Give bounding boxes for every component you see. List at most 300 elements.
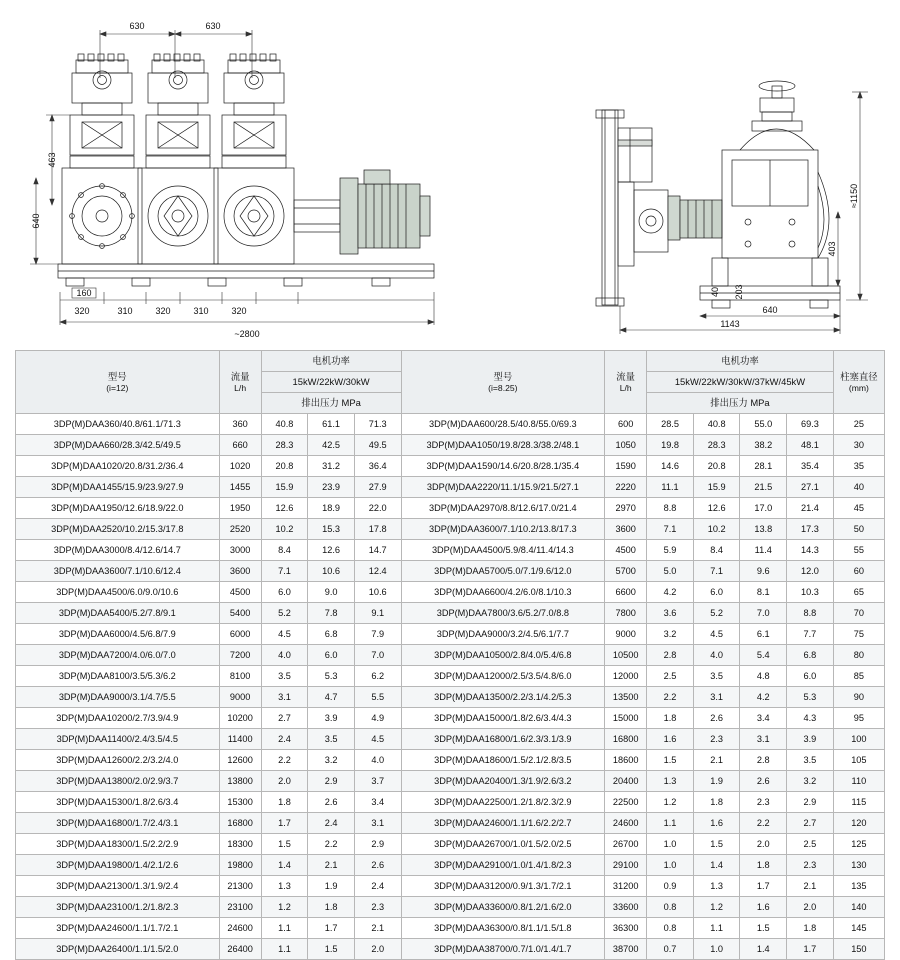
table-row [16, 603, 885, 624]
cell-pressure-left-3: 12.4 [354, 561, 401, 582]
cell-plunger-diameter: 50 [833, 519, 884, 540]
cell-model-right: 3DP(M)DAA38700/0.7/1.0/1.4/1.7 [401, 939, 605, 960]
cell-flow-right: 24600 [605, 813, 647, 834]
cell-model-left: 3DP(M)DAA23100/1.2/1.8/2.3 [16, 897, 220, 918]
cell-model-left: 3DP(M)DAA1020/20.8/31.2/36.4 [16, 456, 220, 477]
cell-model-right: 3DP(M)DAA2220/11.1/15.9/21.5/27.1 [401, 477, 605, 498]
cell-model-right: 3DP(M)DAA33600/0.8/1.2/1.6/2.0 [401, 897, 605, 918]
cell-pressure-left-1: 40.8 [261, 414, 308, 435]
cell-pressure-left-2: 3.5 [308, 729, 355, 750]
cell-pressure-right-2: 1.9 [693, 771, 740, 792]
dim-base-320-2: 320 [155, 306, 171, 316]
header-model-right-ratio: (i=8.25) [488, 382, 518, 393]
cell-model-left: 3DP(M)DAA9000/3.1/4.7/5.5 [16, 687, 220, 708]
cell-pressure-left-1: 20.8 [261, 456, 308, 477]
header-plunger-title: 柱塞直径 [840, 370, 878, 382]
cell-model-left: 3DP(M)DAA16800/1.7/2.4/3.1 [16, 813, 220, 834]
table-row [16, 834, 885, 855]
cell-pressure-left-3: 7.9 [354, 624, 401, 645]
table-row [16, 792, 885, 813]
cell-plunger-diameter: 130 [833, 855, 884, 876]
cell-pressure-left-2: 12.6 [308, 540, 355, 561]
dim-base-length: 1143 [720, 319, 740, 329]
cell-pressure-right-2: 2.6 [693, 708, 740, 729]
table-row [16, 897, 885, 918]
cell-model-right: 3DP(M)DAA10500/2.8/4.0/5.4/6.8 [401, 645, 605, 666]
cell-pressure-right-3: 55.0 [740, 414, 787, 435]
cell-pressure-right-1: 2.5 [647, 666, 694, 687]
cell-pressure-right-4: 3.9 [787, 729, 834, 750]
cell-pressure-right-4: 2.1 [787, 876, 834, 897]
cell-flow-right: 22500 [605, 792, 647, 813]
header-flow-left-unit: L/h [234, 382, 247, 393]
cell-pressure-right-2: 1.6 [693, 813, 740, 834]
cell-pressure-left-3: 2.1 [354, 918, 401, 939]
dim-width-640: 640 [762, 305, 778, 315]
header-flow-left [219, 351, 261, 414]
specification-table [15, 350, 885, 960]
cell-pressure-left-1: 2.7 [261, 708, 308, 729]
cell-pressure-left-3: 2.0 [354, 939, 401, 960]
cell-plunger-diameter: 125 [833, 834, 884, 855]
cell-model-right: 3DP(M)DAA20400/1.3/1.9/2.6/3.2 [401, 771, 605, 792]
cell-plunger-diameter: 85 [833, 666, 884, 687]
cell-pressure-right-3: 17.0 [740, 498, 787, 519]
cell-pressure-left-3: 6.2 [354, 666, 401, 687]
cell-pressure-left-1: 4.0 [261, 645, 308, 666]
cell-pressure-right-1: 1.8 [647, 708, 694, 729]
cell-plunger-diameter: 150 [833, 939, 884, 960]
cell-flow-right: 1590 [605, 456, 647, 477]
cell-model-left: 3DP(M)DAA10200/2.7/3.9/4.9 [16, 708, 220, 729]
cell-flow-left: 23100 [219, 897, 261, 918]
cell-flow-right: 1050 [605, 435, 647, 456]
cell-model-left: 3DP(M)DAA360/40.8/61.1/71.3 [16, 414, 220, 435]
cell-plunger-diameter: 105 [833, 750, 884, 771]
cell-pressure-right-1: 0.8 [647, 918, 694, 939]
cell-flow-right: 4500 [605, 540, 647, 561]
cell-pressure-right-3: 7.0 [740, 603, 787, 624]
cell-pressure-right-3: 11.4 [740, 540, 787, 561]
cell-plunger-diameter: 120 [833, 813, 884, 834]
cell-pressure-left-3: 27.9 [354, 477, 401, 498]
table-row [16, 456, 885, 477]
cell-model-right: 3DP(M)DAA4500/5.9/8.4/11.4/14.3 [401, 540, 605, 561]
cell-pressure-right-2: 28.3 [693, 435, 740, 456]
dim-offset-203: 203 [734, 284, 744, 300]
cell-flow-left: 7200 [219, 645, 261, 666]
cell-pressure-right-2: 3.1 [693, 687, 740, 708]
dim-base-160: 160 [76, 288, 92, 298]
cell-pressure-left-2: 42.5 [308, 435, 355, 456]
cell-pressure-right-1: 1.3 [647, 771, 694, 792]
cell-flow-left: 8100 [219, 666, 261, 687]
cell-pressure-left-2: 2.2 [308, 834, 355, 855]
cell-flow-left: 3600 [219, 561, 261, 582]
cell-flow-left: 13800 [219, 771, 261, 792]
cell-pressure-right-3: 4.2 [740, 687, 787, 708]
header-flow-left-title: 流量 [230, 370, 250, 382]
cell-model-left: 3DP(M)DAA1950/12.6/18.9/22.0 [16, 498, 220, 519]
table-row [16, 624, 885, 645]
cell-pressure-left-1: 1.1 [261, 918, 308, 939]
cell-pressure-left-2: 1.7 [308, 918, 355, 939]
header-discharge-right: 排出压力 MPa [647, 393, 834, 414]
cell-model-right: 3DP(M)DAA5700/5.0/7.1/9.6/12.0 [401, 561, 605, 582]
dim-height-640: 640 [31, 213, 41, 229]
cell-pressure-right-1: 1.0 [647, 834, 694, 855]
cell-pressure-right-4: 4.3 [787, 708, 834, 729]
cell-pressure-left-2: 2.6 [308, 792, 355, 813]
cell-flow-left: 1950 [219, 498, 261, 519]
cell-pressure-left-3: 3.7 [354, 771, 401, 792]
cell-model-left: 3DP(M)DAA11400/2.4/3.5/4.5 [16, 729, 220, 750]
cell-pressure-right-2: 40.8 [693, 414, 740, 435]
cell-pressure-left-1: 1.7 [261, 813, 308, 834]
cell-pressure-right-4: 69.3 [787, 414, 834, 435]
cell-pressure-right-2: 1.4 [693, 855, 740, 876]
cell-pressure-left-2: 1.5 [308, 939, 355, 960]
cell-model-left: 3DP(M)DAA3000/8.4/12.6/14.7 [16, 540, 220, 561]
cell-pressure-right-3: 21.5 [740, 477, 787, 498]
cell-flow-left: 3000 [219, 540, 261, 561]
cell-pressure-left-3: 17.8 [354, 519, 401, 540]
drawing-canvas [0, 0, 900, 345]
cell-flow-left: 9000 [219, 687, 261, 708]
header-plunger-unit: (mm) [848, 382, 869, 393]
header-motor-power-left: 电机功率 [261, 351, 401, 372]
cell-pressure-left-1: 8.4 [261, 540, 308, 561]
header-flow-right-title: 流量 [616, 370, 636, 382]
cell-pressure-right-3: 1.6 [740, 897, 787, 918]
table-row [16, 918, 885, 939]
cell-pressure-left-2: 7.8 [308, 603, 355, 624]
header-model-right [401, 351, 605, 414]
cell-pressure-right-3: 1.5 [740, 918, 787, 939]
cell-pressure-right-3: 2.0 [740, 834, 787, 855]
cell-pressure-right-4: 5.3 [787, 687, 834, 708]
cell-flow-right: 36300 [605, 918, 647, 939]
cell-pressure-left-2: 23.9 [308, 477, 355, 498]
cell-flow-left: 12600 [219, 750, 261, 771]
cell-pressure-right-4: 2.7 [787, 813, 834, 834]
cell-pressure-left-1: 7.1 [261, 561, 308, 582]
cell-pressure-left-1: 2.0 [261, 771, 308, 792]
cell-pressure-left-1: 1.8 [261, 792, 308, 813]
cell-flow-right: 2970 [605, 498, 647, 519]
cell-pressure-left-1: 3.1 [261, 687, 308, 708]
cell-model-right: 3DP(M)DAA36300/0.8/1.1/1.5/1.8 [401, 918, 605, 939]
cell-plunger-diameter: 90 [833, 687, 884, 708]
cell-flow-right: 12000 [605, 666, 647, 687]
cell-pressure-right-2: 1.2 [693, 897, 740, 918]
cell-pressure-right-1: 1.0 [647, 855, 694, 876]
cell-model-right: 3DP(M)DAA2970/8.8/12.6/17.0/21.4 [401, 498, 605, 519]
cell-pressure-right-1: 7.1 [647, 519, 694, 540]
table-row [16, 687, 885, 708]
cell-pressure-left-1: 28.3 [261, 435, 308, 456]
cell-pressure-left-3: 10.6 [354, 582, 401, 603]
cell-model-left: 3DP(M)DAA4500/6.0/9.0/10.6 [16, 582, 220, 603]
cell-pressure-right-3: 4.8 [740, 666, 787, 687]
cell-pressure-left-3: 4.5 [354, 729, 401, 750]
table-row [16, 855, 885, 876]
cell-model-left: 3DP(M)DAA660/28.3/42.5/49.5 [16, 435, 220, 456]
cell-flow-left: 11400 [219, 729, 261, 750]
cell-pressure-left-3: 14.7 [354, 540, 401, 561]
cell-pressure-right-1: 0.9 [647, 876, 694, 897]
cell-pressure-left-1: 10.2 [261, 519, 308, 540]
cell-model-right: 3DP(M)DAA31200/0.9/1.3/1.7/2.1 [401, 876, 605, 897]
cell-pressure-right-1: 1.5 [647, 750, 694, 771]
table-body [16, 414, 885, 960]
header-plunger-diameter [833, 351, 884, 414]
cell-pressure-left-2: 5.3 [308, 666, 355, 687]
dim-offset-40: 40 [710, 286, 720, 298]
cell-pressure-left-1: 1.1 [261, 939, 308, 960]
cell-model-right: 3DP(M)DAA24600/1.1/1.6/2.2/2.7 [401, 813, 605, 834]
cell-model-left: 3DP(M)DAA2520/10.2/15.3/17.8 [16, 519, 220, 540]
cell-pressure-right-1: 3.2 [647, 624, 694, 645]
dim-height-463: 463 [47, 152, 57, 168]
cell-pressure-left-2: 18.9 [308, 498, 355, 519]
cell-pressure-right-2: 1.8 [693, 792, 740, 813]
cell-pressure-left-1: 12.6 [261, 498, 308, 519]
table-row [16, 750, 885, 771]
cell-plunger-diameter: 70 [833, 603, 884, 624]
cell-pressure-left-1: 5.2 [261, 603, 308, 624]
table-row [16, 498, 885, 519]
cell-pressure-right-1: 8.8 [647, 498, 694, 519]
cell-pressure-left-3: 2.6 [354, 855, 401, 876]
cell-model-left: 3DP(M)DAA19800/1.4/2.1/2.6 [16, 855, 220, 876]
cell-plunger-diameter: 135 [833, 876, 884, 897]
cell-pressure-right-4: 2.5 [787, 834, 834, 855]
cell-pressure-right-3: 6.1 [740, 624, 787, 645]
dim-overall-length: ~2800 [234, 329, 260, 339]
table-row [16, 666, 885, 687]
cell-flow-right: 2220 [605, 477, 647, 498]
cell-flow-left: 5400 [219, 603, 261, 624]
cell-pressure-right-3: 2.3 [740, 792, 787, 813]
cell-model-left: 3DP(M)DAA6000/4.5/6.8/7.9 [16, 624, 220, 645]
cell-pressure-right-1: 5.0 [647, 561, 694, 582]
cell-pressure-right-4: 27.1 [787, 477, 834, 498]
cell-pressure-left-3: 2.3 [354, 897, 401, 918]
cell-model-right: 3DP(M)DAA600/28.5/40.8/55.0/69.3 [401, 414, 605, 435]
header-motor-power-right: 电机功率 [647, 351, 834, 372]
cell-pressure-left-3: 36.4 [354, 456, 401, 477]
cell-pressure-left-2: 61.1 [308, 414, 355, 435]
dim-base-320-3: 320 [231, 306, 247, 316]
cell-pressure-right-3: 13.8 [740, 519, 787, 540]
dim-top-span-1: 630 [129, 21, 145, 31]
cell-pressure-left-2: 2.1 [308, 855, 355, 876]
cell-flow-left: 360 [219, 414, 261, 435]
table-row [16, 876, 885, 897]
cell-model-left: 3DP(M)DAA1455/15.9/23.9/27.9 [16, 477, 220, 498]
cell-pressure-right-3: 3.1 [740, 729, 787, 750]
cell-flow-left: 4500 [219, 582, 261, 603]
cell-pressure-right-1: 1.1 [647, 813, 694, 834]
cell-pressure-right-2: 12.6 [693, 498, 740, 519]
cell-model-right: 3DP(M)DAA1590/14.6/20.8/28.1/35.4 [401, 456, 605, 477]
cell-pressure-left-2: 6.8 [308, 624, 355, 645]
cell-plunger-diameter: 25 [833, 414, 884, 435]
cell-flow-left: 26400 [219, 939, 261, 960]
cell-pressure-left-2: 2.9 [308, 771, 355, 792]
header-model-right-title: 型号 [493, 370, 513, 382]
cell-pressure-right-1: 0.7 [647, 939, 694, 960]
cell-flow-left: 19800 [219, 855, 261, 876]
cell-pressure-left-3: 5.5 [354, 687, 401, 708]
cell-plunger-diameter: 65 [833, 582, 884, 603]
dim-height-403: 403 [827, 241, 837, 257]
cell-pressure-left-1: 1.4 [261, 855, 308, 876]
cell-flow-left: 15300 [219, 792, 261, 813]
cell-flow-left: 21300 [219, 876, 261, 897]
cell-model-right: 3DP(M)DAA7800/3.6/5.2/7.0/8.8 [401, 603, 605, 624]
cell-pressure-left-3: 22.0 [354, 498, 401, 519]
cell-pressure-right-3: 3.4 [740, 708, 787, 729]
cell-pressure-left-2: 9.0 [308, 582, 355, 603]
cell-pressure-left-1: 2.2 [261, 750, 308, 771]
cell-pressure-right-1: 1.6 [647, 729, 694, 750]
cell-pressure-right-1: 3.6 [647, 603, 694, 624]
cell-pressure-left-3: 7.0 [354, 645, 401, 666]
table-row [16, 939, 885, 960]
cell-flow-right: 29100 [605, 855, 647, 876]
cell-flow-right: 38700 [605, 939, 647, 960]
cell-pressure-right-3: 1.8 [740, 855, 787, 876]
dim-base-320-1: 320 [74, 306, 90, 316]
cell-pressure-left-1: 3.5 [261, 666, 308, 687]
cell-plunger-diameter: 115 [833, 792, 884, 813]
cell-pressure-right-4: 7.7 [787, 624, 834, 645]
cell-pressure-right-4: 2.0 [787, 897, 834, 918]
cell-plunger-diameter: 145 [833, 918, 884, 939]
cell-model-right: 3DP(M)DAA22500/1.2/1.8/2.3/2.9 [401, 792, 605, 813]
cell-pressure-right-2: 1.3 [693, 876, 740, 897]
cell-pressure-right-1: 1.2 [647, 792, 694, 813]
cell-model-right: 3DP(M)DAA3600/7.1/10.2/13.8/17.3 [401, 519, 605, 540]
cell-pressure-right-3: 2.8 [740, 750, 787, 771]
cell-pressure-right-2: 8.4 [693, 540, 740, 561]
cell-plunger-diameter: 45 [833, 498, 884, 519]
cell-pressure-right-4: 14.3 [787, 540, 834, 561]
cell-pressure-right-4: 1.8 [787, 918, 834, 939]
cell-model-left: 3DP(M)DAA24600/1.1/1.7/2.1 [16, 918, 220, 939]
specification-table-wrap [15, 350, 885, 960]
cell-model-left: 3DP(M)DAA12600/2.2/3.2/4.0 [16, 750, 220, 771]
cell-plunger-diameter: 110 [833, 771, 884, 792]
cell-pressure-right-4: 1.7 [787, 939, 834, 960]
cell-pressure-right-2: 4.5 [693, 624, 740, 645]
header-model-left-title: 型号 [107, 370, 127, 382]
cell-pressure-right-4: 12.0 [787, 561, 834, 582]
header-model-left-ratio: (i=12) [106, 382, 129, 393]
cell-pressure-right-3: 28.1 [740, 456, 787, 477]
cell-pressure-right-1: 5.9 [647, 540, 694, 561]
cell-pressure-right-2: 4.0 [693, 645, 740, 666]
dim-base-310-2: 310 [193, 306, 209, 316]
cell-pressure-right-1: 14.6 [647, 456, 694, 477]
cell-pressure-right-2: 1.1 [693, 918, 740, 939]
cell-flow-right: 600 [605, 414, 647, 435]
cell-plunger-diameter: 40 [833, 477, 884, 498]
cell-plunger-diameter: 75 [833, 624, 884, 645]
cell-pressure-right-4: 6.8 [787, 645, 834, 666]
cell-flow-left: 660 [219, 435, 261, 456]
cell-pressure-right-2: 6.0 [693, 582, 740, 603]
cell-flow-right: 33600 [605, 897, 647, 918]
table-row [16, 582, 885, 603]
cell-pressure-right-3: 1.4 [740, 939, 787, 960]
cell-pressure-right-1: 11.1 [647, 477, 694, 498]
cell-pressure-right-4: 2.9 [787, 792, 834, 813]
cell-model-right: 3DP(M)DAA6600/4.2/6.0/8.1/10.3 [401, 582, 605, 603]
cell-flow-right: 15000 [605, 708, 647, 729]
cell-pressure-right-4: 10.3 [787, 582, 834, 603]
table-row [16, 645, 885, 666]
cell-pressure-right-4: 3.2 [787, 771, 834, 792]
cell-pressure-right-2: 1.5 [693, 834, 740, 855]
cell-pressure-left-3: 4.9 [354, 708, 401, 729]
cell-model-right: 3DP(M)DAA16800/1.6/2.3/3.1/3.9 [401, 729, 605, 750]
cell-pressure-left-1: 15.9 [261, 477, 308, 498]
cell-model-right: 3DP(M)DAA1050/19.8/28.3/38.2/48.1 [401, 435, 605, 456]
header-discharge-left: 排出压力 MPa [261, 393, 401, 414]
cell-flow-right: 20400 [605, 771, 647, 792]
cell-pressure-right-3: 2.2 [740, 813, 787, 834]
cell-flow-right: 31200 [605, 876, 647, 897]
cell-flow-left: 10200 [219, 708, 261, 729]
dim-top-span-2: 630 [205, 21, 221, 31]
dim-base-310-1: 310 [117, 306, 133, 316]
cell-pressure-left-3: 71.3 [354, 414, 401, 435]
cell-pressure-right-2: 10.2 [693, 519, 740, 540]
cell-flow-right: 5700 [605, 561, 647, 582]
cell-model-right: 3DP(M)DAA15000/1.8/2.6/3.4/4.3 [401, 708, 605, 729]
cell-flow-right: 7800 [605, 603, 647, 624]
cell-pressure-right-1: 19.8 [647, 435, 694, 456]
cell-pressure-left-2: 15.3 [308, 519, 355, 540]
header-flow-right-unit: L/h [619, 382, 632, 393]
cell-flow-right: 3600 [605, 519, 647, 540]
cell-pressure-right-1: 28.5 [647, 414, 694, 435]
cell-model-left: 3DP(M)DAA8100/3.5/5.3/6.2 [16, 666, 220, 687]
cell-pressure-right-2: 15.9 [693, 477, 740, 498]
cell-pressure-right-3: 5.4 [740, 645, 787, 666]
cell-model-right: 3DP(M)DAA29100/1.0/1.4/1.8/2.3 [401, 855, 605, 876]
cell-plunger-diameter: 95 [833, 708, 884, 729]
cell-model-right: 3DP(M)DAA13500/2.2/3.1/4.2/5.3 [401, 687, 605, 708]
cell-flow-left: 24600 [219, 918, 261, 939]
header-model-left [16, 351, 220, 414]
cell-pressure-right-3: 9.6 [740, 561, 787, 582]
cell-pressure-left-2: 1.9 [308, 876, 355, 897]
cell-pressure-right-3: 2.6 [740, 771, 787, 792]
cell-pressure-left-1: 2.4 [261, 729, 308, 750]
table-row [16, 813, 885, 834]
cell-model-right: 3DP(M)DAA18600/1.5/2.1/2.8/3.5 [401, 750, 605, 771]
cell-pressure-right-4: 8.8 [787, 603, 834, 624]
table-row [16, 561, 885, 582]
cell-pressure-left-2: 2.4 [308, 813, 355, 834]
header-flow-right [605, 351, 647, 414]
cell-pressure-right-4: 6.0 [787, 666, 834, 687]
cell-pressure-left-2: 1.8 [308, 897, 355, 918]
